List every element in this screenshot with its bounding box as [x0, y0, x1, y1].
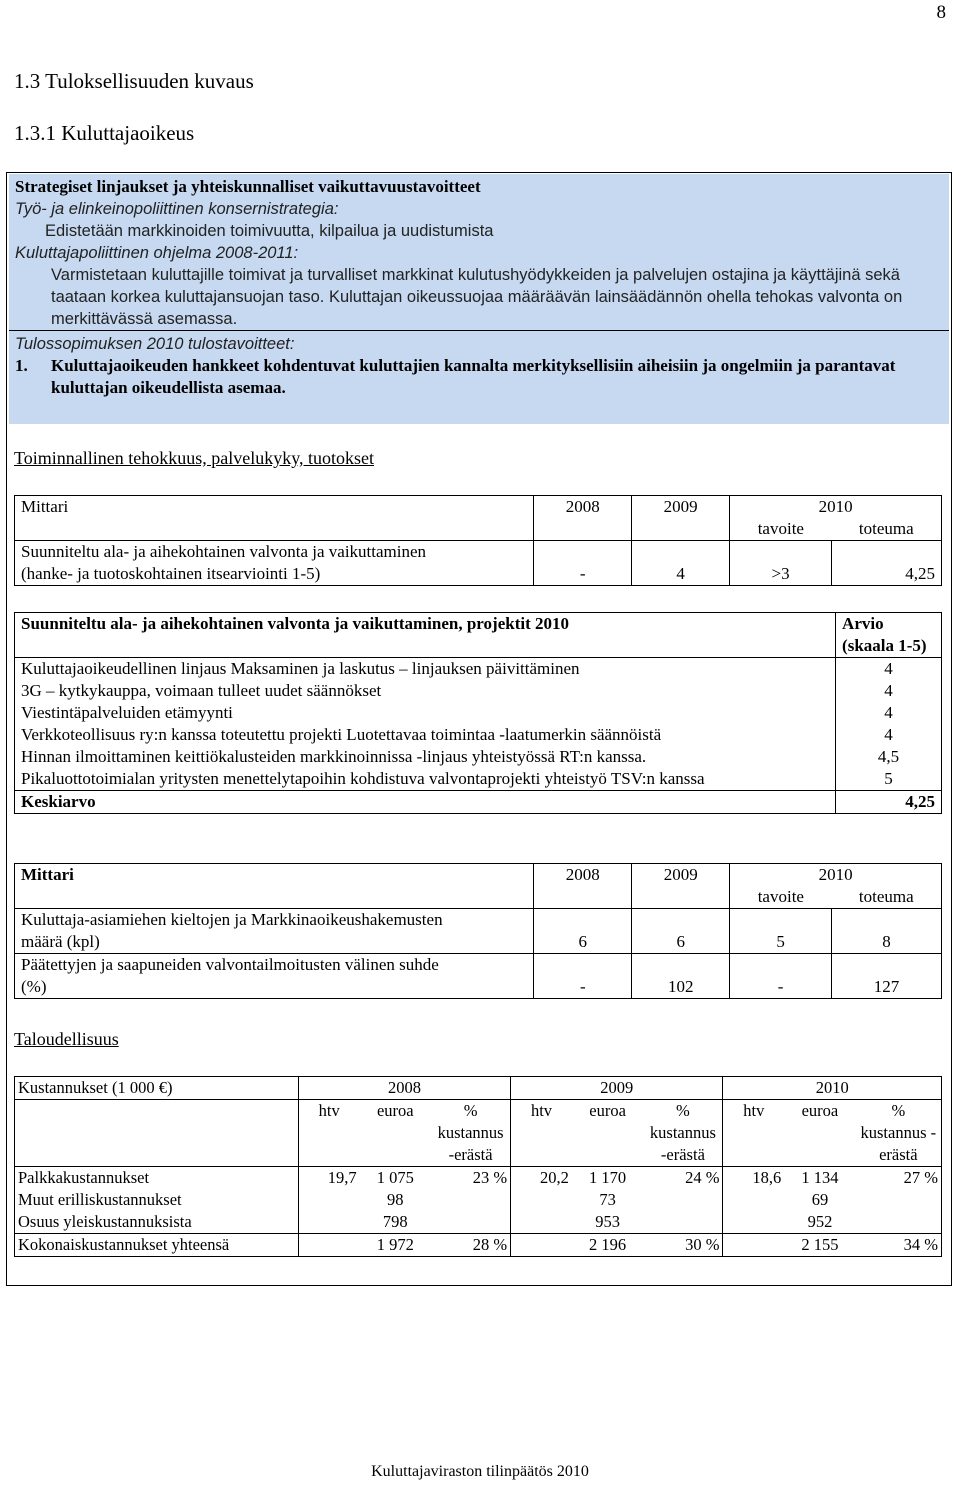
table-row-total: Kokonaiskustannukset yhteensä 1 972 28 % 2 196 30 % 2 155 34 %	[15, 1234, 942, 1257]
list-item: Hinnan ilmoittaminen keittiökalusteiden markkinoinnissa -linjaus yhteistyössä RT:n kanssa.	[21, 747, 647, 766]
list-item: 3G – kytkykauppa, voimaan tulleet uudet säännökset	[21, 681, 382, 700]
ohjelma-label: Kuluttajapoliittinen ohjelma 2008-2011:	[15, 244, 299, 262]
goal-text: Kuluttajaoikeuden hankkeet kohdentuvat kuluttajien kannalta merkityksellisiin aiheisiin ja ongelmiin ja parantavat kuluttajan oikeudellista asemaa.	[51, 356, 896, 397]
goals-label: Tulossopimuksen 2010 tulostavoitteet:	[15, 335, 295, 353]
strategy-title: Strategiset linjaukset ja yhteiskunnalliset vaikuttavuustavoitteet	[15, 177, 481, 196]
header-tavoite: tavoite	[730, 518, 832, 541]
projects-table	[14, 612, 942, 814]
table-row: Päätettyjen ja saapuneiden valvontailmoitusten välinen suhde (%) - 102 - 127	[15, 954, 942, 999]
header-toteuma: toteuma	[832, 518, 942, 541]
year-2010: 2010	[723, 1077, 942, 1100]
year-2009: 2009	[511, 1077, 723, 1100]
header-mittari: Mittari	[15, 496, 534, 519]
ohjelma-text: Varmistetaan kuluttajille toimivat ja turvalliset markkinat kulutushyödykkeiden ja palvelujen ostajina ja käyttäjinä sekä taataan korkea kuluttajansuojan taso. Kuluttajan oikeussuojaa määräävän lainsäädännön ohella tehokas valvonta on merkittävässä asemassa.	[51, 266, 903, 328]
section-heading: 1.3 Tuloksellisuuden kuvaus	[14, 69, 254, 93]
project-labels	[15, 658, 836, 791]
operational-heading: Toiminnallinen tehokkuus, palvelukyky, tuotokset	[14, 448, 375, 468]
header-2009: 2009	[632, 496, 730, 519]
average-label: Keskiarvo	[15, 791, 836, 814]
list-item: Viestintäpalveluiden etämyynti	[21, 703, 233, 722]
header-2008: 2008	[534, 864, 632, 887]
header-toteuma: toteuma	[832, 886, 942, 909]
average-value: 4,25	[836, 791, 942, 814]
konserni-label: Työ- ja elinkeinopoliittinen konsernistrategia:	[15, 200, 339, 218]
project-values: 4 4 4 4 4,5 5	[836, 658, 942, 791]
metrics-table-2	[14, 863, 942, 999]
table-row-label: Suunniteltu ala- ja aihekohtainen valvonta ja vaikuttaminen (hanke- ja tuotoskohtainen itsearviointi 1-5)	[15, 541, 534, 586]
metrics-table-1: Mittari 2008 2009 2010 tavoite toteuma Suunniteltu ala- ja aihekohtainen valvonta ja vaikuttaminen (hanke- ja tuotoskohtainen itsearviointi 1-5) - 4 >3 4,25	[14, 495, 942, 586]
header-2008: 2008	[534, 496, 632, 519]
list-item: Verkkoteollisuus ry:n kanssa toteutettu projekti Luotettavaa toimintaa -laatumerkin säännöistä	[21, 725, 662, 744]
subsection-heading: 1.3.1 Kuluttajaoikeus	[14, 121, 195, 145]
table-row: Kuluttaja-asiamiehen kieltojen ja Markkinaoikeushakemusten määrä (kpl) 6 6 5 8	[15, 909, 942, 954]
konserni-text: Edistetään markkinoiden toimivuutta, kilpailua ja uudistumista	[45, 222, 494, 240]
list-item: Pikaluottotoimialan yritysten menettelytapoihin kohdistuva valvontaprojekti yhteistyö TSV:n kanssa	[21, 769, 705, 788]
page-number: 8	[936, 2, 946, 23]
header-tavoite: tavoite	[730, 886, 832, 909]
header-2010: 2010	[730, 496, 942, 519]
economy-heading: Taloudellisuus	[14, 1029, 119, 1049]
divider	[9, 330, 949, 331]
costs-table: Kustannukset (1 000 €) 2008 2009 2010 htv euroa % kustannus -erästä htv euroa % kustannus -erästä htv euroa % kustannus -erästä Palkkakustannukset Muut erilliskustannukset Osuus yleiskustannuksista 19,7 1 075 98 798 23 % 20,2 1 170 73 953 24 % 18,6 1 134 69 952 27 % Kokonaiskustannukset yhteensä 1 972 28 % 2 196 30 % 2 155 34 %	[14, 1076, 942, 1257]
arvio-header: Arvio (skaala 1-5)	[836, 613, 942, 658]
year-2008: 2008	[298, 1077, 510, 1100]
header-mittari: Mittari	[15, 864, 534, 887]
page-footer: Kuluttajaviraston tilinpäätös 2010	[371, 1463, 589, 1480]
costs-header-label: Kustannukset (1 000 €)	[15, 1077, 299, 1100]
projects-title: Suunniteltu ala- ja aihekohtainen valvonta ja vaikuttaminen, projektit 2010	[15, 613, 836, 658]
header-2010: 2010	[730, 864, 942, 887]
goal-number: 1.	[15, 356, 28, 375]
header-2009: 2009	[632, 864, 730, 887]
table-row: Palkkakustannukset Muut erilliskustannukset Osuus yleiskustannuksista 19,7 1 075 98 798 23 % 20,2 1 170 73 953 24 % 18,6 1 134 69 952 27 %	[15, 1167, 942, 1234]
strategy-box	[9, 174, 949, 424]
list-item: Kuluttajaoikeudellinen linjaus Maksaminen ja laskutus – linjauksen päivittäminen	[21, 659, 580, 678]
goal-item	[15, 355, 943, 399]
